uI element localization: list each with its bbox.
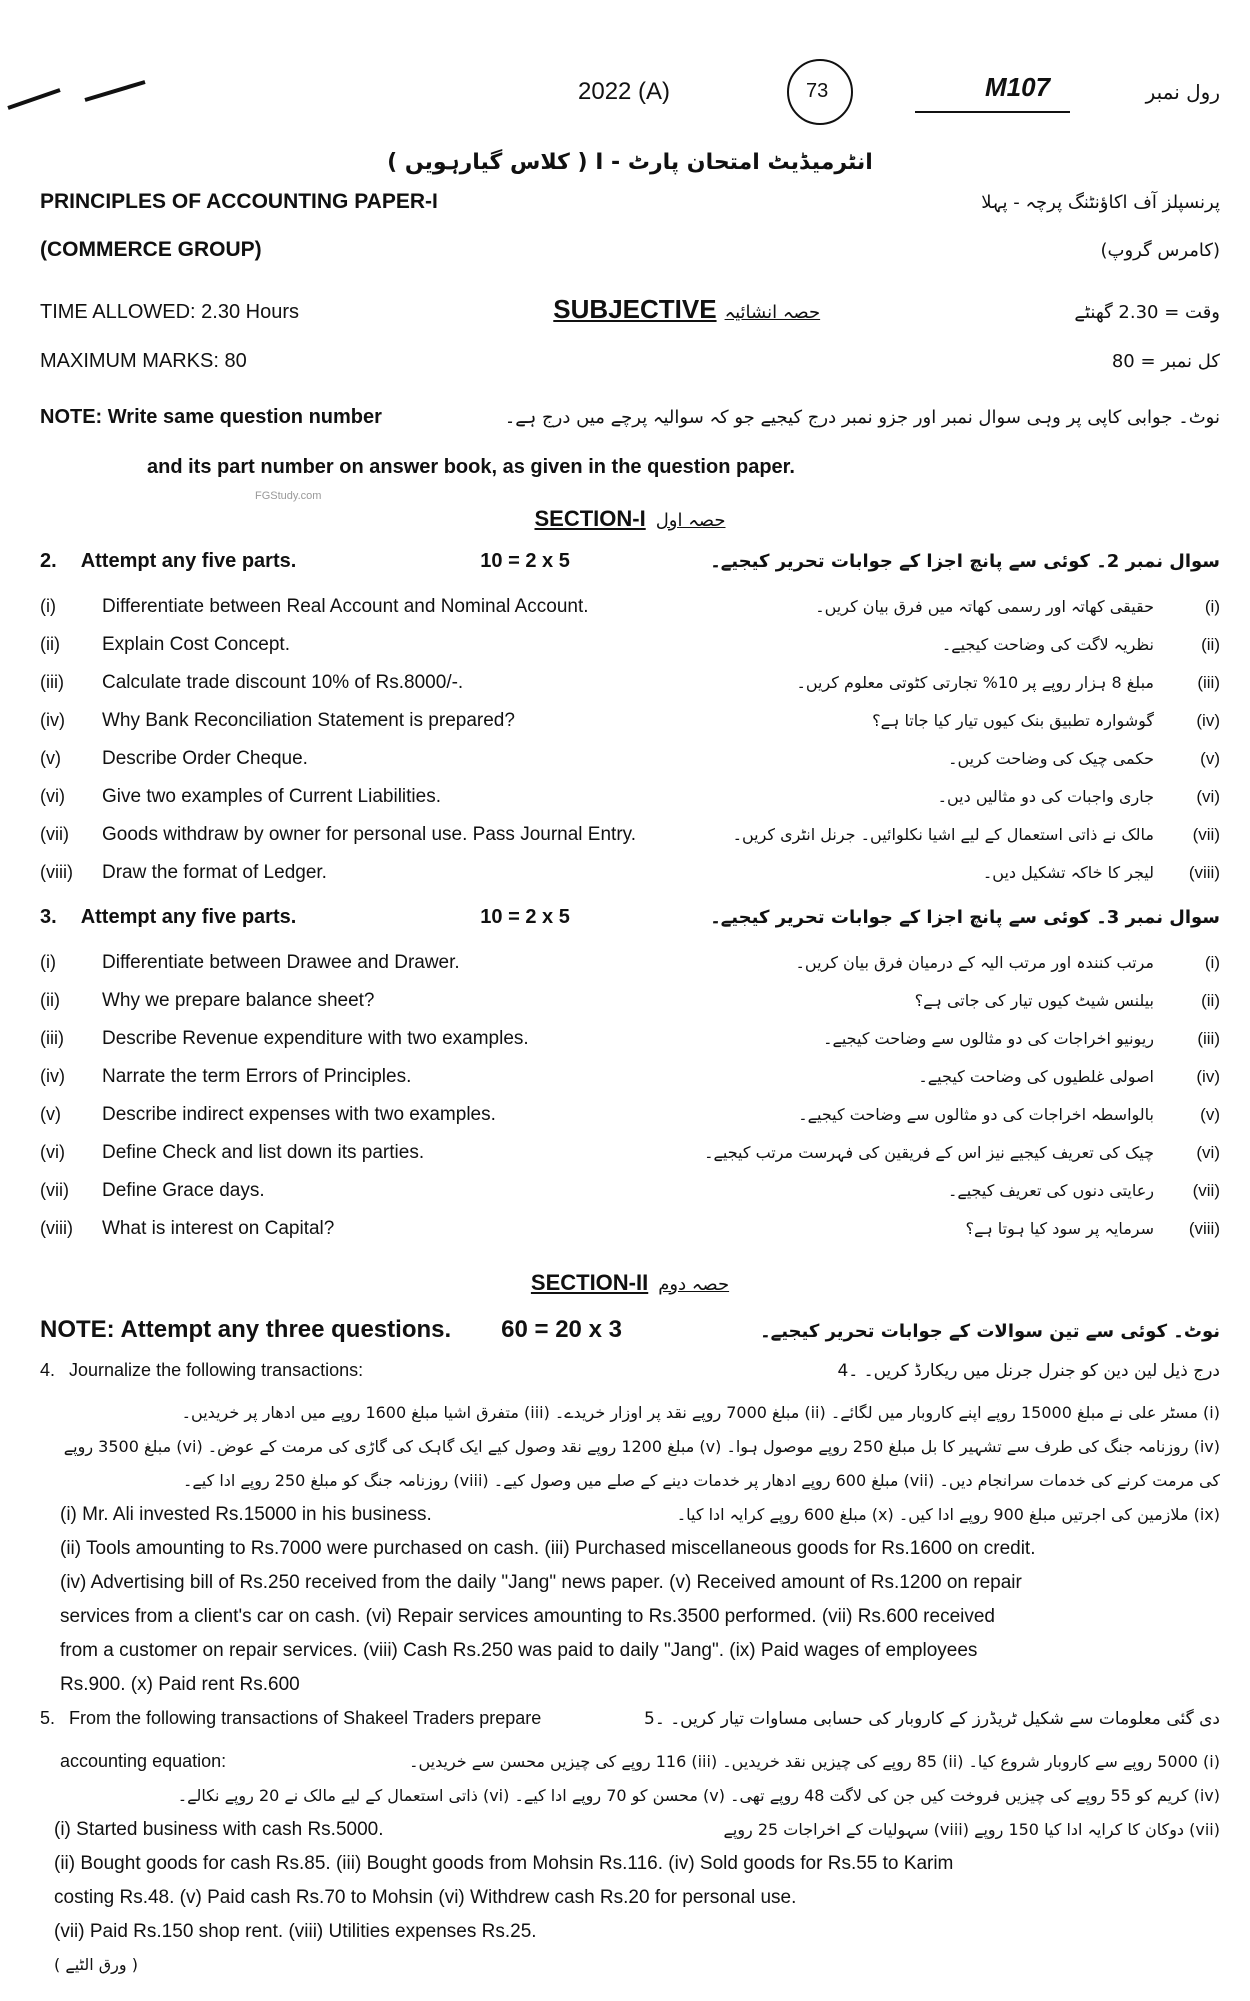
item-text: Explain Cost Concept. <box>102 634 290 655</box>
item-text-urdu: چیک کی تعریف کیجیے نیز اس کے فریقین کی فہرست مرتب کیجیے۔ <box>704 1143 1154 1162</box>
urdu-transaction-line: (i) مسٹر علی نے مبلغ 15000 روپے اپنے کاروبار میں لگائے۔ (ii) مبلغ 7000 روپے نقد پر اوزار خریدے۔ (iii) متفرق اشیا مبلغ 1600 روپے میں ادھار پر خریدیں۔ <box>181 1403 1220 1422</box>
question-number: 2. <box>40 550 57 572</box>
question-part <box>40 824 1220 862</box>
item-text-urdu: گوشوارہ تطبیق بنک کیوں تیار کیا جاتا ہے؟ <box>872 711 1154 730</box>
section-1-title-urdu: حصہ اول <box>655 510 726 531</box>
roll-number-value: M107 <box>985 72 1051 102</box>
note-line-1: NOTE: Write same question number <box>40 406 382 428</box>
question-instruction: Attempt any five parts. <box>80 906 297 928</box>
transaction-line: services from a client's car on cash. (vi) Repair services amounting to Rs.3500 performed. (vii) Rs.600 received <box>60 1606 995 1627</box>
question-2 <box>40 550 1220 596</box>
item-text-urdu: حکمی چیک کی وضاحت کریں۔ <box>948 749 1154 768</box>
item-number-urdu-side: (i) <box>1204 597 1220 616</box>
transaction-line: (ii) Bought goods for cash Rs.85. (iii) Bought goods from Mohsin Rs.116. (iv) Sold goods for Rs.55 to Karim <box>54 1853 954 1874</box>
question-5-number: 5. <box>40 1708 56 1728</box>
transaction-line: (i) Mr. Ali invested Rs.15000 in his business. <box>60 1504 432 1525</box>
subject-title: PRINCIPLES OF ACCOUNTING PAPER-I <box>40 190 438 213</box>
item-text: Differentiate between Real Account and Nominal Account. <box>102 596 589 617</box>
item-number: (i) <box>40 952 56 972</box>
question-part <box>40 1066 1220 1104</box>
item-text-urdu: حقیقی کھاتہ اور رسمی کھاتہ میں فرق بیان کریں۔ <box>815 597 1154 616</box>
roll-number-label: رول نمبر <box>1145 80 1220 104</box>
question-part <box>40 786 1220 824</box>
item-text-urdu: مرتب کنندہ اور مرتب الیہ کے درمیان فرق بیان کریں۔ <box>795 953 1154 972</box>
item-number: (iv) <box>40 1066 65 1086</box>
question-5-english-lines <box>40 1847 1220 1949</box>
urdu-transaction-line: (vii) دوکان کا کرایہ ادا کیا 150 روپے (viii) سہولیات کے اخراجات 25 روپے <box>723 1820 1220 1839</box>
item-text-urdu: رعایتی دنوں کی تعریف کیجیے۔ <box>947 1181 1154 1200</box>
item-number-urdu-side: (vii) <box>1192 1181 1220 1200</box>
urdu-transaction-line: (i) 5000 روپے سے کاروبار شروع کیا۔ (ii) 85 روپے کی چیزیں نقد خریدیں۔ (iii) 116 روپے کی چیزیں محسن سے خریدیں۔ <box>409 1752 1220 1771</box>
transaction-line: (iv) Advertising bill of Rs.250 received from the daily "Jang" news paper. (v) Received amount of Rs.1200 on repair <box>60 1572 1022 1593</box>
question-part <box>40 710 1220 748</box>
maximum-marks-urdu: کل نمبر = 80 <box>1111 351 1220 372</box>
question-instruction: Attempt any five parts. <box>80 550 297 572</box>
question-part <box>40 748 1220 786</box>
item-number-urdu-side: (vi) <box>1196 1143 1220 1162</box>
subjective-heading-group <box>553 294 820 325</box>
urdu-transaction-line: (iv) روزنامہ جنگ کی طرف سے تشہیر کا بل مبلغ 250 روپے موصول ہوا۔ (v) مبلغ 1200 روپے نقد وصول کیے ایک گاہک کی گاڑی کی مرمت کے عوض۔ (vi) مبلغ 3500 روپے <box>63 1437 1220 1456</box>
transaction-line: (vii) Paid Rs.150 shop rent. (viii) Utilities expenses Rs.25. <box>54 1921 537 1942</box>
item-number: (v) <box>40 1104 61 1124</box>
item-number: (viii) <box>40 1218 73 1238</box>
question-4-title-urdu: درج ذیل لین دین کو جنرل جرنل میں ریکارڈ کریں۔ ۔4 <box>837 1361 1220 1381</box>
item-text-urdu: ریونیو اخراجات کی دو مثالوں سے وضاحت کیجیے۔ <box>823 1029 1154 1048</box>
note-line-2: and its part number on answer book, as given in the question paper. <box>147 456 795 478</box>
question-part <box>40 990 1220 1028</box>
question-number: 3. <box>40 906 57 928</box>
question-5-title: From the following transactions of Shakeel Traders prepare <box>69 1708 542 1728</box>
transaction-line: from a customer on repair services. (viii) Cash Rs.250 was paid to daily "Jang". (ix) Paid wages of employees <box>60 1640 978 1661</box>
item-text: Calculate trade discount 10% of Rs.8000/-. <box>102 672 464 693</box>
transaction-line: costing Rs.48. (v) Paid cash Rs.70 to Mohsin (vi) Withdrew cash Rs.20 for personal use. <box>54 1887 797 1908</box>
item-number: (vi) <box>40 1142 65 1162</box>
note-urdu: نوٹ۔ جوابی کاپی پر وہی سوال نمبر اور جزو نمبر درج کیجیے جو کہ سوالیہ پرچے میں درج ہے۔ <box>504 407 1220 428</box>
transaction-line: Rs.900. (x) Paid rent Rs.600 <box>60 1674 300 1695</box>
item-text: Why Bank Reconciliation Statement is prepared? <box>102 710 515 731</box>
item-number: (vii) <box>40 1180 69 1200</box>
item-text-urdu: جاری واجبات کی دو مثالیں دیں۔ <box>937 787 1154 806</box>
item-number-urdu-side: (iv) <box>1196 1067 1220 1086</box>
question-instruction-urdu: سوال نمبر 2۔ کوئی سے پانچ اجزا کے جوابات تحریر کیجیے۔ <box>710 551 1220 572</box>
urdu-transaction-line: کی مرمت کرنے کی خدمات سرانجام دیں۔ (vii) مبلغ 600 روپے ادھار پر خدمات دینے کے صلے میں وصول کیے۔ (viii) روزنامہ جنگ کو مبلغ 250 روپے ادا کیے۔ <box>183 1471 1220 1490</box>
subjective-heading: SUBJECTIVE <box>553 294 717 324</box>
question-part <box>40 1104 1220 1142</box>
item-number-urdu-side: (v) <box>1200 749 1220 768</box>
item-number-urdu-side: (iii) <box>1197 673 1220 692</box>
item-text: Describe Order Cheque. <box>102 748 308 769</box>
item-number-urdu-side: (ii) <box>1201 635 1220 654</box>
question-part <box>40 672 1220 710</box>
item-number: (ii) <box>40 990 60 1010</box>
item-number: (vii) <box>40 824 69 844</box>
question-part <box>40 596 1220 634</box>
question-4-number: 4. <box>40 1360 56 1380</box>
section-2-marks: 60 = 20 x 3 <box>501 1316 622 1343</box>
item-number-urdu-side: (i) <box>1204 953 1220 972</box>
item-text-urdu: بیلنس شیٹ کیوں تیار کی جاتی ہے؟ <box>914 991 1154 1010</box>
q2-items <box>40 596 1220 900</box>
item-text-urdu: لیجر کا خاکہ تشکیل دیں۔ <box>982 863 1154 882</box>
item-text: Define Check and list down its parties. <box>102 1142 425 1163</box>
time-allowed-urdu: وقت = 2.30 گھنٹے <box>1074 302 1220 323</box>
transaction-line: (i) Started business with cash Rs.5000. <box>54 1819 384 1840</box>
item-text: Goods withdraw by owner for personal use. Pass Journal Entry. <box>102 824 637 845</box>
urdu-transaction-line: (ix) ملازمین کی اجرتیں مبلغ 900 روپے ادا کیں۔ (x) مبلغ 600 روپے کرایہ ادا کیا۔ <box>676 1505 1220 1524</box>
question-5-title-urdu: دی گئی معلومات سے شکیل ٹریڈرز کے کاروبار کی حسابی مساوات تیار کریں۔ ۔5 <box>644 1709 1220 1729</box>
item-number: (vi) <box>40 786 65 806</box>
item-number: (ii) <box>40 634 60 654</box>
item-number: (iv) <box>40 710 65 730</box>
item-text: Differentiate between Drawee and Drawer. <box>102 952 460 973</box>
subject-title-urdu: پرنسپلز آف اکاؤنٹنگ پرچہ - پہلا <box>981 192 1220 213</box>
item-number-urdu-side: (vi) <box>1196 787 1220 806</box>
item-number-urdu-side: (viii) <box>1188 863 1220 882</box>
item-number-urdu-side: (ii) <box>1201 991 1220 1010</box>
item-number: (i) <box>40 596 56 616</box>
question-5 <box>40 1708 1220 1744</box>
question-part <box>40 952 1220 990</box>
subjective-heading-urdu: حصہ انشائیہ <box>724 302 821 323</box>
item-number-urdu-side: (iv) <box>1196 711 1220 730</box>
item-number-urdu-side: (v) <box>1200 1105 1220 1124</box>
question-4-title: Journalize the following transactions: <box>69 1360 364 1380</box>
item-text-urdu: اصولی غلطیوں کی وضاحت کیجیے۔ <box>918 1067 1154 1086</box>
item-text-urdu: مبلغ 8 ہزار روپے پر 10% تجارتی کٹوتی معلوم کریں۔ <box>796 673 1154 692</box>
urdu-transaction-line: (iv) کریم کو 55 روپے کی چیزیں فروخت کیں جن کی لاگت 48 روپے تھی۔ (v) محسن کو 70 روپے ادا کیے۔ (vi) ذاتی استعمال کے لیے مالک نے 20 روپے نکالے۔ <box>177 1786 1220 1805</box>
item-text: Define Grace days. <box>102 1180 265 1201</box>
paper-header <box>40 0 1220 150</box>
question-5-title-2: accounting equation: <box>60 1751 227 1771</box>
item-text: Narrate the term Errors of Principles. <box>102 1066 412 1087</box>
section-2-note-urdu: نوٹ۔ کوئی سے تین سوالات کے جوابات تحریر کیجیے۔ <box>760 1321 1220 1342</box>
section-1-title: SECTION-I <box>534 506 646 531</box>
question-part <box>40 1180 1220 1218</box>
question-part <box>40 634 1220 672</box>
item-number-urdu-side: (viii) <box>1188 1219 1220 1238</box>
item-number: (iii) <box>40 1028 64 1048</box>
watermark: FGStudy.com <box>255 490 322 502</box>
transaction-line: (ii) Tools amounting to Rs.7000 were purchased on cash. (iii) Purchased miscellaneous goods for Rs.1600 on credit. <box>60 1538 1036 1559</box>
item-text: Draw the format of Ledger. <box>102 862 327 883</box>
maximum-marks: MAXIMUM MARKS: 80 <box>40 350 247 372</box>
time-allowed: TIME ALLOWED: 2.30 Hours <box>40 301 299 323</box>
pen-strokes <box>0 0 1250 150</box>
item-number-urdu-side: (vii) <box>1192 825 1220 844</box>
group-title: (COMMERCE GROUP) <box>40 238 262 261</box>
section-2-title-urdu: حصہ دوم <box>658 1274 730 1295</box>
q3-items <box>40 952 1220 1256</box>
item-text-urdu: بالواسطہ اخراجات کی دو مثالوں سے وضاحت کیجیے۔ <box>798 1105 1154 1124</box>
question-part <box>40 1218 1220 1256</box>
question-part <box>40 1028 1220 1066</box>
turn-over-note: ( ورق الٹیے ) <box>54 1955 138 1974</box>
item-text: Why we prepare balance sheet? <box>102 990 375 1011</box>
item-number-urdu-side: (iii) <box>1197 1029 1220 1048</box>
item-number: (viii) <box>40 862 73 882</box>
exam-year: 2022 (A) <box>578 78 671 105</box>
question-marks: 10 = 2 x 5 <box>480 906 570 928</box>
item-text-urdu: سرمایہ پر سود کیا ہوتا ہے؟ <box>965 1219 1154 1238</box>
item-text: Describe Revenue expenditure with two examples. <box>102 1028 529 1049</box>
question-4 <box>40 1360 1220 1396</box>
item-number: (v) <box>40 748 61 768</box>
section-2-title: SECTION-II <box>530 1270 649 1295</box>
question-part <box>40 1142 1220 1180</box>
question-instruction-urdu: سوال نمبر 3۔ کوئی سے پانچ اجزا کے جوابات تحریر کیجیے۔ <box>710 907 1220 928</box>
item-text: Describe indirect expenses with two examples. <box>102 1104 496 1125</box>
question-3 <box>40 906 1220 952</box>
circle-mark: 73 <box>806 80 829 102</box>
question-marks: 10 = 2 x 5 <box>480 550 570 572</box>
item-number: (iii) <box>40 672 64 692</box>
group-title-urdu: (کامرس گروپ) <box>1100 240 1220 261</box>
question-4-english-lines <box>40 1532 1220 1702</box>
section-2-note: NOTE: Attempt any three questions. <box>40 1316 452 1343</box>
item-text: Give two examples of Current Liabilities. <box>102 786 441 807</box>
item-text: What is interest on Capital? <box>102 1218 335 1239</box>
item-text-urdu: نظریہ لاگت کی وضاحت کیجیے۔ <box>941 635 1154 654</box>
question-part <box>40 862 1220 900</box>
item-text-urdu: مالک نے ذاتی استعمال کے لیے اشیا نکلوائیں۔ جرنل انٹری کریں۔ <box>732 825 1154 844</box>
urdu-title: انٹرمیڈیٹ امتحان پارٹ - I ( کلاس گیارہویں ) <box>387 150 873 175</box>
